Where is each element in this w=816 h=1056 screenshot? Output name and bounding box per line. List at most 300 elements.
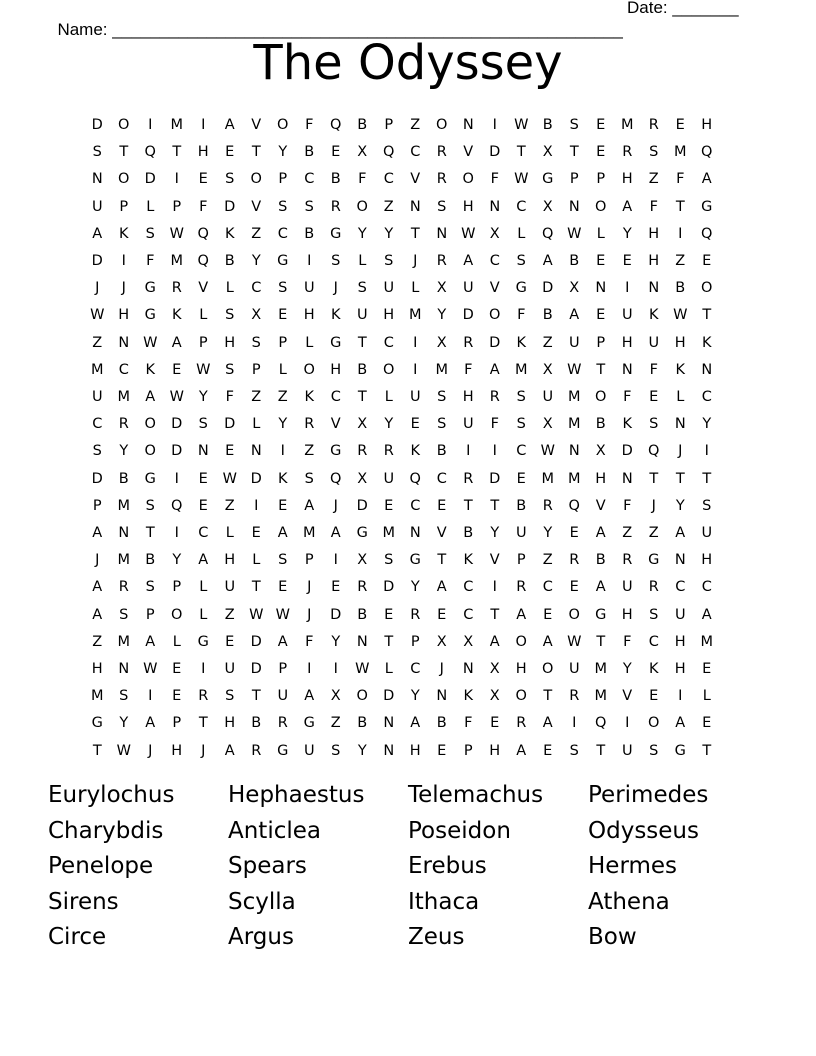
grid-letter[interactable]: D bbox=[91, 470, 103, 487]
grid-letter[interactable]: H bbox=[701, 117, 713, 133]
grid-letter[interactable]: E bbox=[198, 470, 208, 487]
grid-letter[interactable]: R bbox=[410, 606, 421, 623]
grid-letter[interactable]: B bbox=[595, 416, 606, 433]
grid-letter[interactable]: Q bbox=[701, 144, 713, 161]
grid-letter[interactable]: Y bbox=[119, 443, 129, 460]
grid-letter[interactable]: B bbox=[304, 144, 315, 161]
grid-letter[interactable]: L bbox=[596, 225, 605, 242]
grid-letter[interactable]: T bbox=[119, 144, 129, 161]
grid-letter[interactable]: Y bbox=[675, 497, 685, 514]
grid-letter[interactable]: G bbox=[277, 253, 289, 269]
grid-letter[interactable]: G bbox=[144, 280, 156, 297]
grid-letter[interactable]: E bbox=[702, 661, 712, 677]
grid-letter[interactable]: H bbox=[409, 742, 421, 759]
grid-letter[interactable]: A bbox=[224, 742, 235, 759]
grid-letter[interactable]: S bbox=[198, 416, 208, 433]
grid-letter[interactable]: Y bbox=[410, 579, 420, 596]
grid-letter[interactable]: O bbox=[515, 633, 527, 650]
grid-letter[interactable]: F bbox=[464, 361, 473, 378]
grid-letter[interactable]: U bbox=[621, 742, 633, 759]
grid-letter[interactable]: B bbox=[595, 552, 606, 569]
grid-letter[interactable]: D bbox=[542, 280, 554, 297]
grid-letter[interactable]: G bbox=[701, 198, 713, 215]
grid-letter[interactable]: W bbox=[355, 661, 370, 677]
grid-letter[interactable]: O bbox=[648, 715, 660, 732]
grid-letter[interactable]: M bbox=[117, 389, 130, 405]
grid-letter[interactable]: E bbox=[702, 253, 712, 269]
grid-letter[interactable]: M bbox=[541, 470, 554, 487]
grid-letter[interactable]: Z bbox=[542, 334, 553, 351]
grid-letter[interactable]: U bbox=[277, 688, 289, 705]
grid-letter[interactable]: Y bbox=[357, 742, 367, 759]
grid-letter[interactable]: E bbox=[384, 497, 394, 514]
grid-letter[interactable]: R bbox=[489, 389, 500, 405]
grid-letter[interactable]: P bbox=[119, 198, 129, 215]
grid-letter[interactable]: E bbox=[172, 688, 182, 705]
grid-letter[interactable]: I bbox=[704, 443, 709, 460]
grid-letter[interactable]: L bbox=[252, 552, 261, 569]
grid-letter[interactable]: X bbox=[357, 552, 368, 569]
grid-letter[interactable]: E bbox=[198, 171, 208, 188]
grid-letter[interactable]: F bbox=[490, 416, 499, 433]
grid-letter[interactable]: H bbox=[462, 198, 474, 215]
grid-letter[interactable]: B bbox=[675, 280, 686, 297]
grid-letter[interactable]: O bbox=[515, 688, 527, 705]
grid-letter[interactable]: E bbox=[622, 253, 632, 269]
grid-letter[interactable]: V bbox=[410, 171, 421, 188]
grid-letter[interactable]: C bbox=[463, 606, 474, 623]
grid-letter[interactable]: F bbox=[146, 253, 155, 269]
grid-letter[interactable]: O bbox=[701, 280, 713, 297]
grid-letter[interactable]: E bbox=[543, 742, 553, 759]
grid-letter[interactable]: K bbox=[463, 688, 473, 705]
grid-letter[interactable]: E bbox=[649, 389, 659, 405]
grid-letter[interactable]: E bbox=[331, 144, 341, 161]
grid-letter[interactable]: T bbox=[702, 307, 712, 324]
grid-letter[interactable]: L bbox=[172, 633, 181, 650]
grid-letter[interactable]: Z bbox=[648, 525, 659, 541]
grid-letter[interactable]: G bbox=[648, 552, 660, 569]
grid-letter[interactable]: Y bbox=[278, 144, 288, 161]
grid-letter[interactable]: E bbox=[251, 525, 261, 541]
grid-letter[interactable]: O bbox=[383, 361, 395, 378]
grid-letter[interactable]: A bbox=[489, 361, 500, 378]
grid-letter[interactable]: P bbox=[463, 742, 473, 759]
grid-letter[interactable]: J bbox=[148, 742, 153, 759]
grid-letter[interactable]: H bbox=[224, 552, 236, 569]
grid-letter[interactable]: K bbox=[701, 334, 712, 351]
grid-letter[interactable]: H bbox=[515, 661, 527, 677]
grid-letter[interactable]: A bbox=[92, 525, 103, 541]
grid-letter[interactable]: Y bbox=[410, 688, 420, 705]
grid-letter[interactable]: Q bbox=[383, 144, 395, 161]
grid-letter[interactable]: A bbox=[595, 525, 606, 541]
grid-letter[interactable]: F bbox=[649, 198, 658, 215]
grid-letter[interactable]: U bbox=[648, 334, 660, 351]
grid-letter[interactable]: U bbox=[568, 661, 580, 677]
grid-letter[interactable]: L bbox=[305, 334, 314, 351]
grid-letter[interactable]: E bbox=[569, 525, 579, 541]
grid-letter[interactable]: U bbox=[674, 606, 686, 623]
grid-letter[interactable]: Z bbox=[224, 497, 235, 514]
grid-letter[interactable]: V bbox=[622, 688, 633, 705]
grid-letter[interactable]: B bbox=[145, 552, 156, 569]
grid-letter[interactable]: B bbox=[516, 497, 527, 514]
grid-letter[interactable]: D bbox=[383, 688, 395, 705]
grid-letter[interactable]: A bbox=[542, 715, 553, 732]
grid-letter[interactable]: E bbox=[596, 117, 606, 133]
grid-letter[interactable]: S bbox=[278, 198, 288, 215]
grid-letter[interactable]: S bbox=[384, 253, 394, 269]
grid-letter[interactable]: B bbox=[304, 225, 315, 242]
grid-letter[interactable]: N bbox=[118, 334, 130, 351]
grid-letter[interactable]: P bbox=[172, 579, 182, 596]
grid-letter[interactable]: U bbox=[515, 525, 527, 541]
grid-letter[interactable]: N bbox=[595, 280, 607, 297]
grid-letter[interactable]: X bbox=[542, 361, 553, 378]
grid-letter[interactable]: M bbox=[673, 144, 687, 161]
grid-letter[interactable]: T bbox=[92, 742, 102, 759]
grid-letter[interactable]: G bbox=[91, 715, 103, 732]
grid-letter[interactable]: I bbox=[148, 117, 153, 133]
grid-letter[interactable]: R bbox=[648, 117, 659, 133]
grid-letter[interactable]: M bbox=[567, 389, 581, 405]
grid-letter[interactable]: S bbox=[92, 144, 102, 161]
grid-letter[interactable]: C bbox=[92, 416, 103, 433]
grid-letter[interactable]: A bbox=[92, 606, 103, 623]
grid-letter[interactable]: R bbox=[463, 334, 474, 351]
grid-letter[interactable]: Z bbox=[251, 389, 262, 405]
grid-letter[interactable]: G bbox=[197, 633, 209, 650]
grid-letter[interactable]: A bbox=[92, 225, 103, 242]
grid-letter[interactable]: P bbox=[410, 633, 420, 650]
grid-letter[interactable]: D bbox=[144, 171, 156, 188]
grid-letter[interactable]: Z bbox=[410, 117, 421, 133]
grid-letter[interactable]: K bbox=[304, 389, 314, 405]
grid-letter[interactable]: P bbox=[145, 606, 155, 623]
grid-letter[interactable]: F bbox=[623, 497, 632, 514]
grid-letter[interactable]: E bbox=[649, 688, 659, 705]
grid-letter[interactable]: F bbox=[623, 633, 632, 650]
grid-letter[interactable]: F bbox=[464, 715, 473, 732]
grid-letter[interactable]: P bbox=[251, 361, 261, 378]
grid-letter[interactable]: A bbox=[489, 633, 500, 650]
grid-letter[interactable]: M bbox=[382, 525, 395, 541]
grid-letter[interactable]: B bbox=[357, 361, 368, 378]
grid-letter[interactable]: X bbox=[569, 280, 580, 297]
grid-letter[interactable]: E bbox=[172, 361, 182, 378]
grid-letter[interactable]: A bbox=[171, 334, 182, 351]
grid-letter[interactable]: W bbox=[567, 225, 582, 242]
grid-letter[interactable]: A bbox=[277, 525, 288, 541]
grid-letter[interactable]: S bbox=[251, 334, 261, 351]
grid-letter[interactable]: Q bbox=[409, 470, 421, 487]
grid-letter[interactable]: P bbox=[596, 334, 606, 351]
grid-letter[interactable]: N bbox=[674, 416, 686, 433]
grid-letter[interactable]: X bbox=[357, 416, 368, 433]
grid-letter[interactable]: W bbox=[143, 661, 158, 677]
grid-letter[interactable]: S bbox=[516, 389, 526, 405]
grid-letter[interactable]: G bbox=[356, 525, 368, 541]
grid-letter[interactable]: Z bbox=[277, 389, 288, 405]
grid-letter[interactable]: D bbox=[356, 497, 368, 514]
grid-letter[interactable]: D bbox=[250, 661, 262, 677]
grid-letter[interactable]: O bbox=[144, 416, 156, 433]
grid-letter[interactable]: J bbox=[439, 661, 444, 677]
grid-letter[interactable]: J bbox=[95, 552, 100, 569]
grid-letter[interactable]: B bbox=[436, 715, 447, 732]
grid-letter[interactable]: J bbox=[95, 280, 100, 297]
grid-letter[interactable]: R bbox=[569, 552, 580, 569]
grid-letter[interactable]: X bbox=[542, 144, 553, 161]
grid-letter[interactable]: N bbox=[568, 443, 580, 460]
grid-letter[interactable]: S bbox=[119, 606, 129, 623]
grid-letter[interactable]: C bbox=[383, 171, 394, 188]
grid-letter[interactable]: D bbox=[489, 144, 501, 161]
grid-letter[interactable]: C bbox=[383, 334, 394, 351]
grid-letter[interactable]: N bbox=[621, 470, 633, 487]
grid-letter[interactable]: E bbox=[516, 470, 526, 487]
grid-letter[interactable]: X bbox=[436, 334, 447, 351]
grid-letter[interactable]: J bbox=[333, 497, 338, 514]
grid-letter[interactable]: L bbox=[199, 307, 208, 324]
grid-letter[interactable]: Z bbox=[542, 552, 553, 569]
grid-letter[interactable]: H bbox=[383, 307, 395, 324]
grid-letter[interactable]: B bbox=[224, 253, 235, 269]
grid-letter[interactable]: E bbox=[437, 497, 447, 514]
grid-letter[interactable]: B bbox=[357, 606, 368, 623]
grid-letter[interactable]: B bbox=[357, 715, 368, 732]
grid-letter[interactable]: H bbox=[489, 742, 501, 759]
grid-letter[interactable]: O bbox=[277, 117, 289, 133]
grid-letter[interactable]: M bbox=[567, 416, 581, 433]
grid-letter[interactable]: U bbox=[462, 280, 474, 297]
grid-letter[interactable]: E bbox=[278, 579, 288, 596]
grid-letter[interactable]: S bbox=[437, 416, 447, 433]
grid-letter[interactable]: U bbox=[383, 280, 395, 297]
grid-letter[interactable]: H bbox=[674, 633, 686, 650]
grid-letter[interactable]: W bbox=[143, 334, 158, 351]
grid-letter[interactable]: N bbox=[701, 361, 713, 378]
grid-letter[interactable]: E bbox=[331, 579, 341, 596]
grid-letter[interactable]: A bbox=[145, 389, 156, 405]
grid-letter[interactable]: A bbox=[463, 253, 474, 269]
grid-letter[interactable]: I bbox=[307, 661, 312, 677]
grid-letter[interactable]: A bbox=[92, 579, 103, 596]
grid-letter[interactable]: N bbox=[621, 361, 633, 378]
grid-letter[interactable]: R bbox=[277, 715, 288, 732]
grid-letter[interactable]: K bbox=[648, 307, 659, 324]
grid-letter[interactable]: S bbox=[384, 552, 394, 569]
grid-letter[interactable]: U bbox=[542, 389, 554, 405]
grid-letter[interactable]: H bbox=[303, 307, 315, 324]
grid-letter[interactable]: T bbox=[437, 552, 447, 569]
grid-letter[interactable]: R bbox=[436, 144, 447, 161]
grid-letter[interactable]: Q bbox=[197, 253, 209, 269]
grid-letter[interactable]: A bbox=[675, 525, 686, 541]
grid-letter[interactable]: I bbox=[174, 525, 179, 541]
grid-letter[interactable]: M bbox=[117, 633, 130, 650]
grid-letter[interactable]: R bbox=[118, 579, 129, 596]
grid-letter[interactable]: O bbox=[144, 443, 156, 460]
grid-letter[interactable]: W bbox=[169, 389, 184, 405]
grid-letter[interactable]: R bbox=[118, 416, 129, 433]
grid-letter[interactable]: A bbox=[224, 117, 235, 133]
grid-letter[interactable]: C bbox=[304, 171, 315, 188]
grid-letter[interactable]: N bbox=[118, 661, 130, 677]
grid-letter[interactable]: R bbox=[171, 280, 182, 297]
grid-letter[interactable]: E bbox=[437, 742, 447, 759]
grid-letter[interactable]: C bbox=[410, 144, 421, 161]
grid-letter[interactable]: R bbox=[357, 579, 368, 596]
grid-letter[interactable]: H bbox=[224, 715, 236, 732]
grid-letter[interactable]: S bbox=[145, 497, 155, 514]
grid-letter[interactable]: E bbox=[437, 606, 447, 623]
grid-letter[interactable]: X bbox=[357, 144, 368, 161]
grid-letter[interactable]: R bbox=[622, 552, 633, 569]
grid-letter[interactable]: K bbox=[516, 334, 526, 351]
grid-letter[interactable]: I bbox=[625, 715, 630, 732]
grid-letter[interactable]: J bbox=[678, 443, 683, 460]
grid-letter[interactable]: I bbox=[625, 280, 630, 297]
grid-letter[interactable]: Y bbox=[331, 633, 341, 650]
grid-letter[interactable]: M bbox=[514, 361, 528, 378]
grid-letter[interactable]: Y bbox=[251, 253, 261, 269]
grid-letter[interactable]: W bbox=[567, 633, 582, 650]
grid-letter[interactable]: R bbox=[542, 497, 553, 514]
grid-letter[interactable]: E bbox=[543, 606, 553, 623]
grid-letter[interactable]: N bbox=[568, 198, 580, 215]
grid-letter[interactable]: E bbox=[410, 416, 420, 433]
grid-letter[interactable]: Q bbox=[542, 225, 554, 242]
grid-letter[interactable]: H bbox=[171, 742, 183, 759]
grid-letter[interactable]: B bbox=[463, 525, 474, 541]
grid-letter[interactable]: C bbox=[675, 579, 686, 596]
grid-letter[interactable]: G bbox=[330, 225, 342, 242]
grid-letter[interactable]: C bbox=[277, 225, 288, 242]
grid-letter[interactable]: A bbox=[542, 633, 553, 650]
grid-letter[interactable]: L bbox=[225, 525, 234, 541]
grid-letter[interactable]: N bbox=[462, 661, 474, 677]
grid-letter[interactable]: N bbox=[462, 117, 474, 133]
grid-letter[interactable]: R bbox=[569, 688, 580, 705]
grid-letter[interactable]: F bbox=[305, 633, 314, 650]
grid-letter[interactable]: E bbox=[596, 253, 606, 269]
grid-letter[interactable]: J bbox=[333, 280, 338, 297]
grid-letter[interactable]: T bbox=[596, 633, 606, 650]
grid-letter[interactable]: S bbox=[569, 742, 579, 759]
grid-letter[interactable]: X bbox=[542, 416, 553, 433]
grid-letter[interactable]: N bbox=[250, 443, 262, 460]
grid-letter[interactable]: Q bbox=[197, 225, 209, 242]
grid-letter[interactable]: C bbox=[701, 579, 712, 596]
grid-letter[interactable]: K bbox=[145, 361, 155, 378]
grid-letter[interactable]: Y bbox=[702, 416, 712, 433]
grid-letter[interactable]: F bbox=[676, 171, 685, 188]
grid-letter[interactable]: S bbox=[225, 361, 235, 378]
grid-letter[interactable]: M bbox=[90, 361, 104, 378]
grid-letter[interactable]: Q bbox=[330, 117, 342, 133]
grid-letter[interactable]: V bbox=[489, 280, 500, 297]
grid-letter[interactable]: M bbox=[435, 361, 448, 378]
grid-letter[interactable]: H bbox=[621, 334, 633, 351]
grid-letter[interactable]: F bbox=[358, 171, 367, 188]
grid-letter[interactable]: P bbox=[384, 117, 394, 133]
grid-letter[interactable]: U bbox=[621, 307, 633, 324]
grid-letter[interactable]: H bbox=[674, 661, 686, 677]
grid-letter[interactable]: Z bbox=[92, 633, 103, 650]
grid-letter[interactable]: T bbox=[357, 334, 367, 351]
grid-letter[interactable]: L bbox=[517, 225, 526, 242]
grid-letter[interactable]: A bbox=[198, 552, 209, 569]
grid-letter[interactable]: E bbox=[172, 661, 182, 677]
grid-letter[interactable]: X bbox=[463, 633, 474, 650]
grid-letter[interactable]: H bbox=[595, 470, 607, 487]
grid-letter[interactable]: N bbox=[409, 525, 421, 541]
grid-letter[interactable]: D bbox=[171, 416, 183, 433]
grid-letter[interactable]: I bbox=[492, 579, 497, 596]
grid-letter[interactable]: M bbox=[700, 633, 713, 650]
grid-letter[interactable]: T bbox=[490, 606, 500, 623]
grid-letter[interactable]: A bbox=[304, 688, 315, 705]
grid-letter[interactable]: M bbox=[117, 497, 130, 514]
grid-letter[interactable]: A bbox=[542, 253, 553, 269]
grid-letter[interactable]: Q bbox=[330, 470, 342, 487]
grid-letter[interactable]: W bbox=[540, 443, 555, 460]
grid-letter[interactable]: S bbox=[569, 117, 579, 133]
grid-letter[interactable]: S bbox=[92, 443, 102, 460]
grid-letter[interactable]: A bbox=[622, 198, 633, 215]
grid-letter[interactable]: Y bbox=[384, 416, 394, 433]
grid-letter[interactable]: D bbox=[224, 416, 236, 433]
grid-letter[interactable]: T bbox=[172, 144, 182, 161]
grid-letter[interactable]: C bbox=[701, 389, 712, 405]
grid-letter[interactable]: O bbox=[356, 198, 368, 215]
grid-letter[interactable]: Q bbox=[648, 443, 660, 460]
grid-letter[interactable]: O bbox=[171, 606, 183, 623]
grid-letter[interactable]: E bbox=[225, 443, 235, 460]
grid-letter[interactable]: D bbox=[489, 334, 501, 351]
grid-letter[interactable]: S bbox=[437, 198, 447, 215]
grid-letter[interactable]: C bbox=[463, 579, 474, 596]
grid-letter[interactable]: P bbox=[92, 497, 102, 514]
grid-letter[interactable]: H bbox=[118, 307, 130, 324]
grid-letter[interactable]: A bbox=[277, 633, 288, 650]
grid-letter[interactable]: Y bbox=[357, 225, 367, 242]
grid-letter[interactable]: Y bbox=[490, 525, 500, 541]
grid-letter[interactable]: X bbox=[489, 225, 500, 242]
grid-letter[interactable]: Z bbox=[330, 715, 341, 732]
grid-letter[interactable]: H bbox=[621, 171, 633, 188]
grid-letter[interactable]: J bbox=[307, 579, 312, 596]
grid-letter[interactable]: B bbox=[436, 443, 447, 460]
grid-letter[interactable]: Y bbox=[437, 307, 447, 324]
grid-letter[interactable]: A bbox=[569, 307, 580, 324]
grid-letter[interactable]: W bbox=[673, 307, 688, 324]
grid-letter[interactable]: L bbox=[702, 688, 711, 705]
grid-letter[interactable]: H bbox=[462, 389, 474, 405]
grid-letter[interactable]: A bbox=[516, 742, 527, 759]
grid-letter[interactable]: L bbox=[384, 661, 393, 677]
grid-letter[interactable]: S bbox=[702, 497, 712, 514]
grid-letter[interactable]: R bbox=[436, 171, 447, 188]
grid-letter[interactable]: R bbox=[516, 715, 527, 732]
grid-letter[interactable]: H bbox=[197, 144, 209, 161]
grid-letter[interactable]: W bbox=[249, 606, 264, 623]
grid-letter[interactable]: H bbox=[330, 361, 342, 378]
grid-letter[interactable]: B bbox=[569, 253, 580, 269]
grid-letter[interactable]: W bbox=[90, 307, 105, 324]
